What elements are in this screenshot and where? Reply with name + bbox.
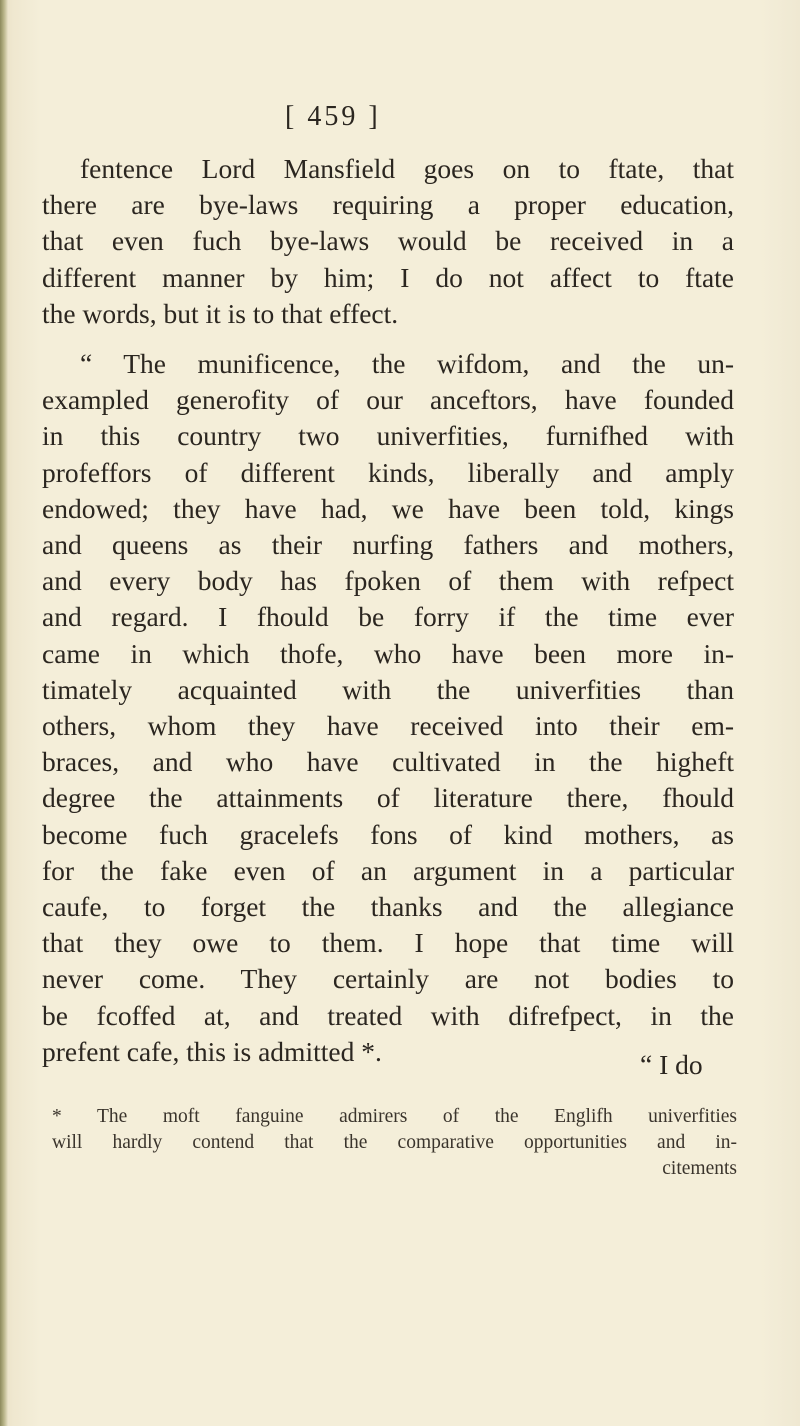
text-line: exampled generofity of our anceftors, have founded	[42, 384, 734, 416]
text-line: degree the attainments of literature there, fhould	[42, 782, 734, 814]
page-gutter-edge	[0, 0, 8, 1426]
paragraph-1	[42, 151, 734, 332]
text-line: endowed; they have had, we have been told, kings	[42, 492, 734, 524]
footnote	[52, 1104, 737, 1181]
text-line: there are bye-laws requiring a proper education,	[42, 189, 734, 221]
text-line: timately acquainted with the univerfities than	[42, 673, 734, 705]
text-line: came in which thofe, who have been more in-	[42, 637, 734, 669]
text-line: the words, but it is to that effect.	[42, 297, 399, 329]
text-line: different manner by him; I do not affect to ftate	[42, 261, 734, 293]
text-line: that they owe to them. I hope that time will	[42, 927, 734, 959]
text-line: “ The munificence, the wifdom, and the un-	[80, 348, 734, 380]
catchword: “ I do	[640, 1049, 703, 1080]
text-line: prefent cafe, this is admitted *.	[42, 1035, 382, 1067]
text-line: be fcoffed at, and treated with difrefpect, in the	[42, 999, 734, 1031]
text-line: caufe, to forget the thanks and the allegiance	[42, 891, 734, 923]
text-line: become fuch gracelefs fons of kind mothers, as	[42, 818, 734, 850]
footnote-line: will hardly contend that the comparative opportunities and in-	[52, 1131, 737, 1153]
text-line: in this country two univerfities, furnifhed with	[42, 420, 734, 452]
text-line: and every body has fpoken of them with refpect	[42, 565, 734, 597]
text-line: never come. They certainly are not bodies to	[42, 963, 734, 995]
text-line: and queens as their nurfing fathers and mothers,	[42, 529, 734, 561]
text-line: braces, and who have cultivated in the higheft	[42, 746, 734, 778]
text-line: that even fuch bye-laws would be received in a	[42, 225, 734, 257]
footnote-line: * The moft fanguine admirers of the Englifh univerfities	[52, 1106, 737, 1127]
paragraph-2-quotation	[42, 346, 734, 1070]
page-number: [ 459 ]	[285, 101, 381, 132]
text-line: and regard. I fhould be forry if the time ever	[42, 601, 734, 633]
text-line: fentence Lord Mansfield goes on to ftate, that	[80, 153, 734, 184]
text-line: profeffors of different kinds, liberally and amply	[42, 456, 734, 488]
footnote-line: citements	[662, 1157, 737, 1179]
main-text	[42, 151, 734, 1070]
text-line: for the fake even of an argument in a particular	[42, 854, 734, 886]
text-line: others, whom they have received into their em-	[42, 710, 734, 742]
